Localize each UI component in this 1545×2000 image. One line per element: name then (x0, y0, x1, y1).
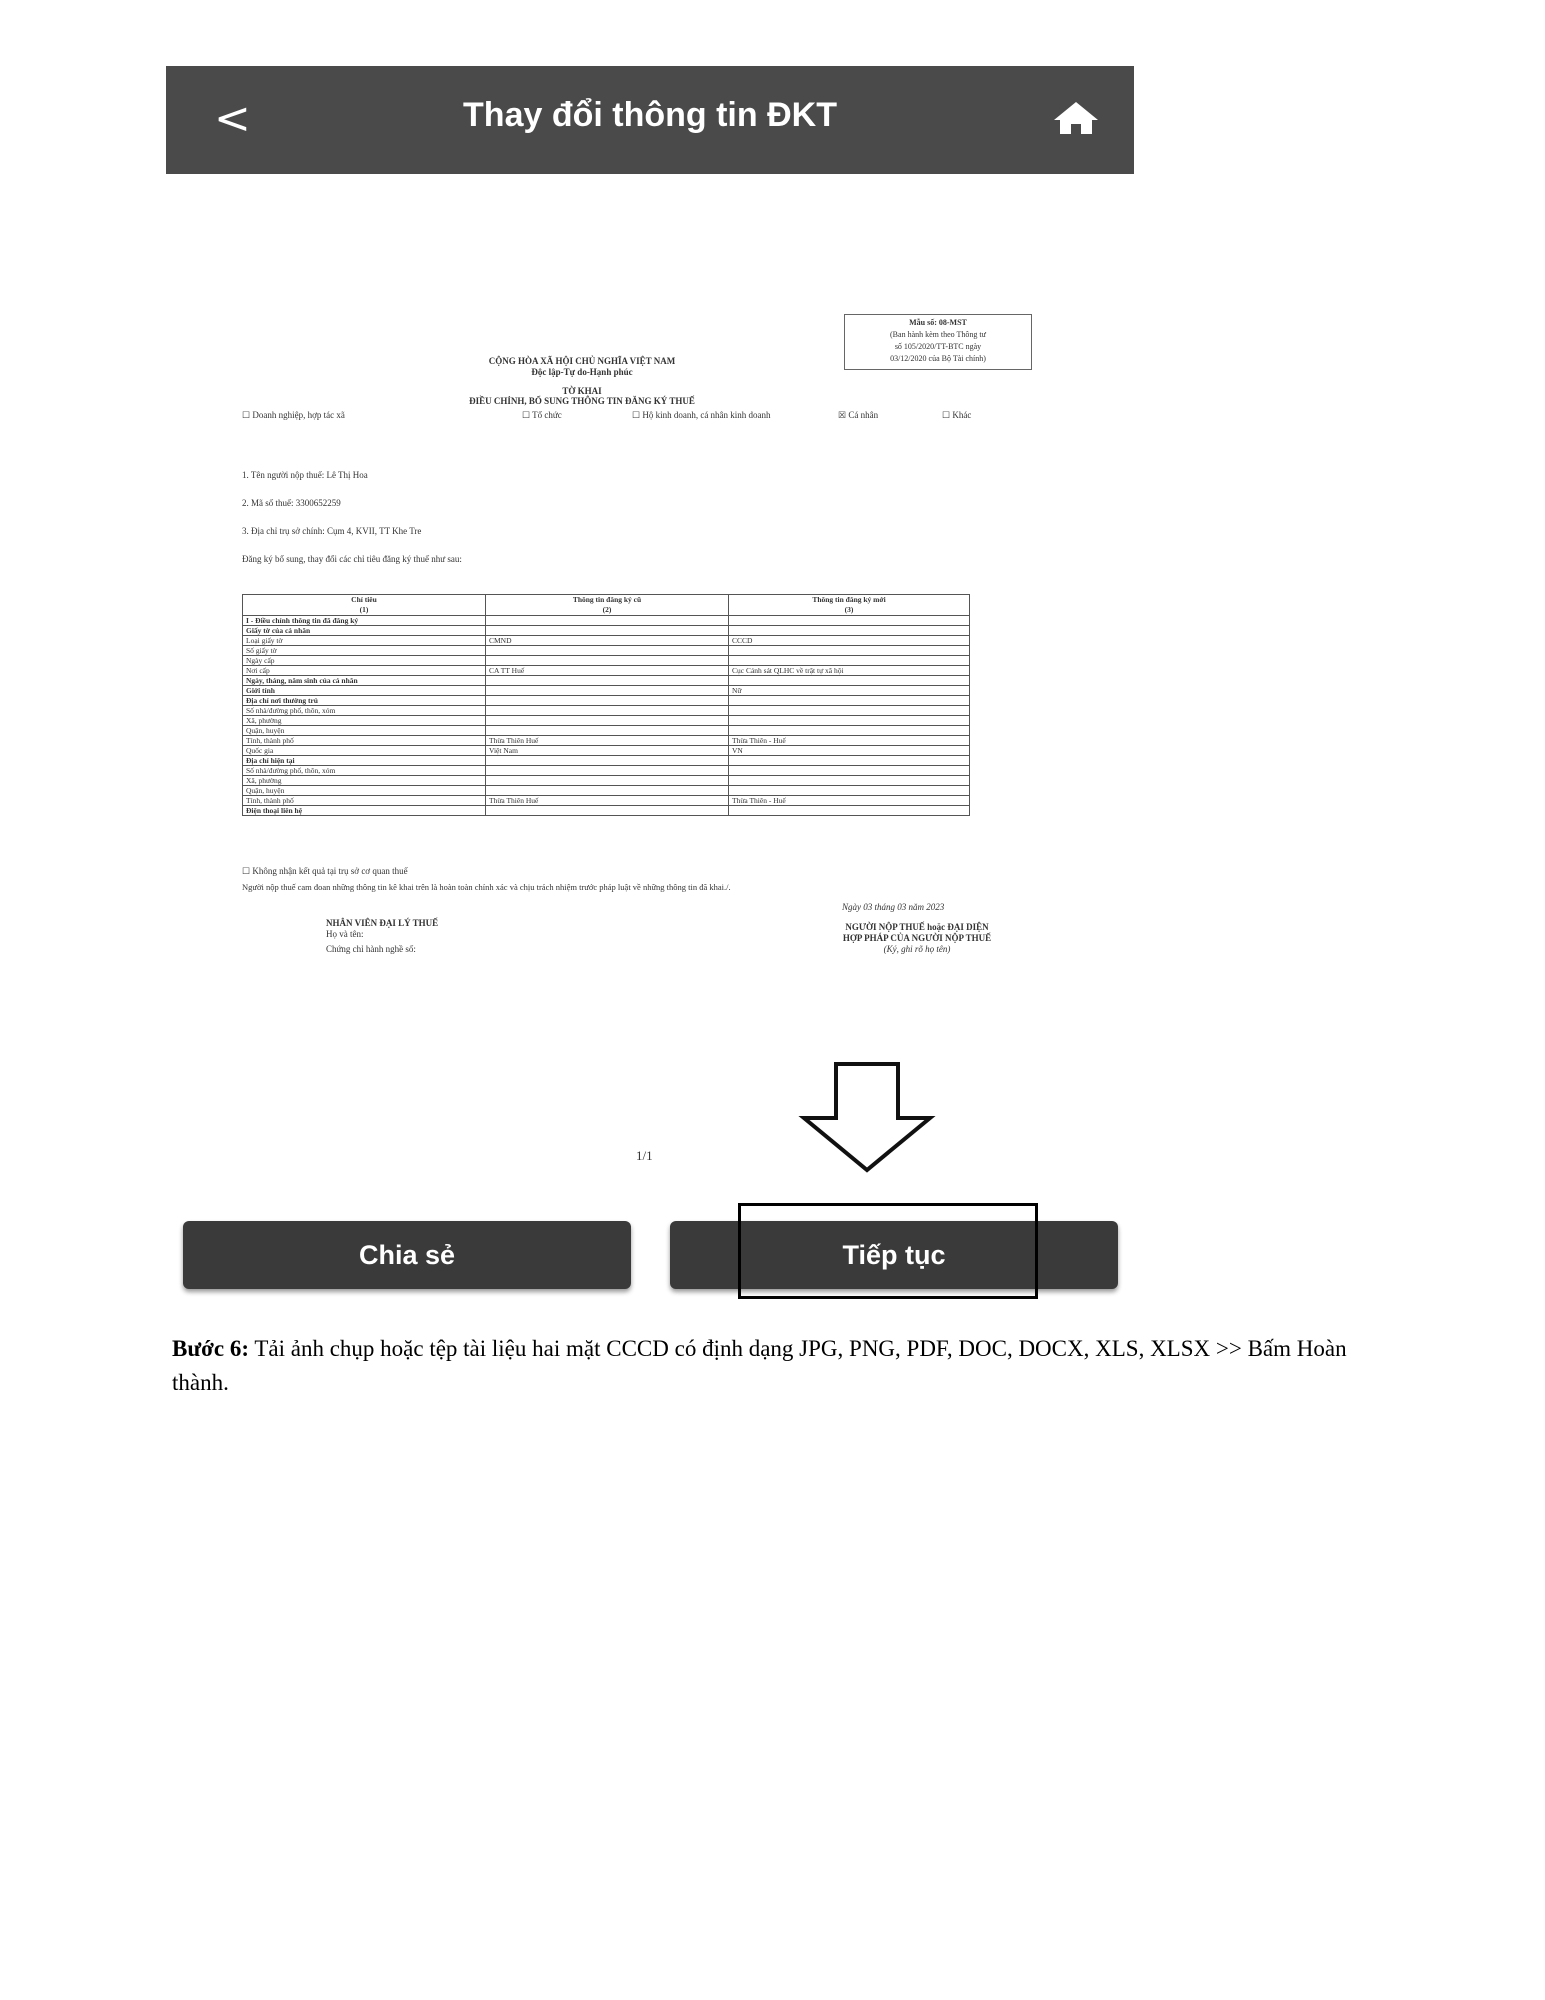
share-button[interactable]: Chia sẻ (183, 1221, 631, 1289)
table-row (243, 656, 970, 666)
payer-sign: (Ký, ghi rõ họ tên) (883, 944, 951, 954)
table-cell: Giấy tờ của cá nhân (243, 626, 486, 636)
table-cell (486, 806, 729, 816)
step-label: Bước 6: (172, 1336, 249, 1361)
table-cell: Quận, huyện (243, 786, 486, 796)
table-cell (486, 616, 729, 626)
table-row (243, 756, 970, 766)
down-arrow-icon (798, 1062, 938, 1174)
screenshot (166, 66, 1134, 1304)
table-cell (486, 686, 729, 696)
table-cell: Thừa Thiên Huế (486, 736, 729, 746)
table-cell: Số giấy tờ (243, 646, 486, 656)
table-row (243, 796, 970, 806)
sign-date: Ngày 03 tháng 03 năm 2023 (842, 902, 945, 912)
agent-name: Họ và tên: (326, 929, 364, 939)
table-cell (486, 646, 729, 656)
agent-certificate: Chứng chỉ hành nghề số: (326, 944, 416, 954)
table-cell: Xã, phường (243, 716, 486, 726)
checkbox-enterprise: ☐ Doanh nghiệp, hợp tác xã (242, 410, 345, 420)
table-cell (729, 806, 970, 816)
back-icon[interactable]: < (214, 93, 251, 144)
table-cell (729, 626, 970, 636)
table-row (243, 696, 970, 706)
table-cell: Quốc gia (243, 746, 486, 756)
table-cell (486, 676, 729, 686)
form-heading: TỜ KHAI (562, 386, 602, 396)
table-cell: Địa chỉ hiện tại (243, 756, 486, 766)
head-office-address: 3. Địa chỉ trụ sở chính: Cụm 4, KVII, TT Khe Tre (242, 526, 422, 536)
step-text: Tải ảnh chụp hoặc tệp tài liệu hai mặt CCCD có định dạng JPG, PNG, PDF, DOC, DOCX, XLS, XLSX >> Bấm Hoàn thành. (172, 1336, 1347, 1395)
checkbox-organization: ☐ Tổ chức (522, 410, 562, 420)
table-row (243, 616, 970, 626)
table-row (243, 626, 970, 636)
table-row (243, 726, 970, 736)
table-cell (729, 726, 970, 736)
checkbox-household: ☐ Hộ kinh doanh, cá nhân kinh doanh (632, 410, 771, 420)
table-cell (729, 646, 970, 656)
table-cell: Số nhà/đường phố, thôn, xóm (243, 766, 486, 776)
table-cell (729, 766, 970, 776)
table-row (243, 766, 970, 776)
table-row (243, 686, 970, 696)
table-cell (729, 756, 970, 766)
table-cell (486, 656, 729, 666)
table-cell (486, 716, 729, 726)
table-row (243, 806, 970, 816)
form-number-box: Mẫu số: 08-MST (Ban hành kèm theo Thông tư số 105/2020/TT-BTC ngày 03/12/2020 của Bộ Tài chính) (844, 314, 1032, 370)
table-row (243, 716, 970, 726)
table-cell (486, 726, 729, 736)
table-cell (486, 756, 729, 766)
table-cell: Tỉnh, thành phố (243, 796, 486, 806)
checkbox-other: ☐ Khác (942, 410, 972, 420)
tax-code: 2. Mã số thuế: 3300652259 (242, 498, 341, 508)
table-cell (729, 786, 970, 796)
table-cell: VN (729, 746, 970, 756)
table-cell: Cục Cảnh sát QLHC về trật tự xã hội (729, 666, 970, 676)
motto: Độc lập-Tự do-Hạnh phúc (531, 367, 633, 377)
table-cell (486, 766, 729, 776)
continue-button[interactable]: Tiếp tục (670, 1221, 1118, 1289)
registration-table (242, 594, 970, 816)
table-row (243, 776, 970, 786)
table-cell: CMND (486, 636, 729, 646)
table-row (243, 676, 970, 686)
table-cell: CA TT Huế (486, 666, 729, 676)
table-row (243, 746, 970, 756)
instruction-text (172, 1332, 1392, 1400)
table-row (243, 666, 970, 676)
table-cell: CCCD (729, 636, 970, 646)
table-cell: Địa chỉ nơi thường trú (243, 696, 486, 706)
document-preview (242, 314, 1042, 1034)
checkbox-individual: ☒ Cá nhân (838, 410, 879, 420)
table-cell: Số nhà/đường phố, thôn, xóm (243, 706, 486, 716)
home-icon[interactable] (1052, 98, 1100, 138)
table-cell (729, 776, 970, 786)
page-indicator: 1/1 (636, 1148, 653, 1163)
table-cell: Quận, huyện (243, 726, 486, 736)
table-cell: Nơi cấp (243, 666, 486, 676)
table-cell: Điện thoại liên hệ (243, 806, 486, 816)
table-cell: Việt Nam (486, 746, 729, 756)
highlight-box (738, 1203, 1038, 1299)
table-cell: Thừa Thiên - Huế (729, 796, 970, 806)
table-cell: I - Điều chỉnh thông tin đã đăng ký (243, 616, 486, 626)
table-cell (729, 656, 970, 666)
form-subheading: ĐIỀU CHỈNH, BỔ SUNG THÔNG TIN ĐĂNG KÝ THUẾ (469, 396, 695, 406)
taxpayer-name: 1. Tên người nộp thuế: Lê Thị Hoa (242, 470, 368, 480)
table-cell: Thừa Thiên - Huế (729, 736, 970, 746)
table-row (243, 706, 970, 716)
intro-text: Đăng ký bổ sung, thay đổi các chỉ tiêu đăng ký thuế như sau: (242, 554, 462, 564)
table-cell (729, 676, 970, 686)
table-cell: Ngày, tháng, năm sinh của cá nhân (243, 676, 486, 686)
table-cell (486, 786, 729, 796)
table-cell (486, 696, 729, 706)
table-cell (729, 616, 970, 626)
table-cell (486, 776, 729, 786)
declaration: Người nộp thuế cam đoan những thông tin kê khai trên là hoàn toàn chính xác và chịu trách nhiệm trước pháp luật về những thông tin đã khai./. (242, 882, 731, 892)
table-header: Thông tin đăng ký mới (3) (729, 595, 970, 616)
table-cell: Xã, phường (243, 776, 486, 786)
table-cell (486, 626, 729, 636)
table-cell: Ngày cấp (243, 656, 486, 666)
table-cell: Nữ (729, 686, 970, 696)
table-cell (729, 696, 970, 706)
table-row (243, 736, 970, 746)
payer-title: NGƯỜI NỘP THUẾ hoặc ĐẠI DIỆN (845, 922, 989, 932)
page-title: Thay đổi thông tin ĐKT (463, 96, 837, 134)
table-cell (729, 706, 970, 716)
agent-title: NHÂN VIÊN ĐẠI LÝ THUẾ (326, 918, 439, 928)
table-row (243, 636, 970, 646)
app-bar (166, 66, 1134, 174)
nation-title: CỘNG HÒA XÃ HỘI CHỦ NGHĨA VIỆT NAM (488, 356, 676, 366)
table-cell (486, 706, 729, 716)
table-header: Thông tin đăng ký cũ (2) (486, 595, 729, 616)
payer-title-2: HỢP PHÁP CỦA NGƯỜI NỘP THUẾ (842, 933, 992, 943)
table-header: Chỉ tiêu (1) (243, 595, 486, 616)
table-cell (729, 716, 970, 726)
table-row (243, 646, 970, 656)
no-receive-checkbox: ☐ Không nhận kết quả tại trụ sở cơ quan thuế (242, 866, 408, 876)
table-cell: Thừa Thiên Huế (486, 796, 729, 806)
table-row (243, 786, 970, 796)
table-cell: Tỉnh, thành phố (243, 736, 486, 746)
table-cell: Giới tính (243, 686, 486, 696)
table-cell: Loại giấy tờ (243, 636, 486, 646)
